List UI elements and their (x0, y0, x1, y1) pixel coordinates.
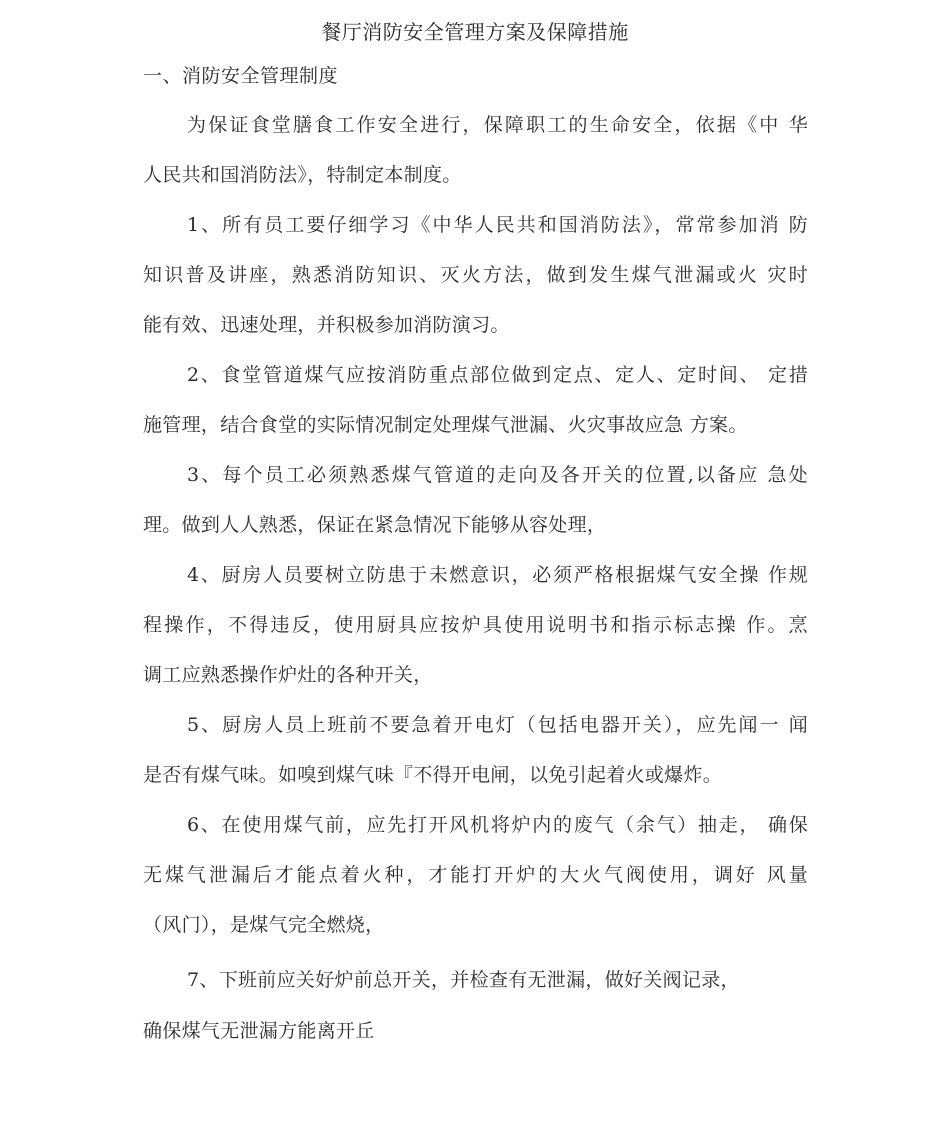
paragraph-line: 理。做到人人熟悉，保证在紧急情况下能够从容处理， (143, 514, 607, 536)
paragraph-line: 无煤气泄漏后才能点着火种，才能打开炉的大火气阀使用，调好 风量 (143, 864, 808, 886)
paragraph-line: 程操作，不得违反，使用厨具应按炉具使用说明书和指示标志操 作。烹 (143, 614, 808, 636)
paragraph-line: 2、食堂管道煤气应按消防重点部位做到定点、定人、定时间、 定措 (187, 364, 808, 386)
paragraph-line: 调工应熟悉操作炉灶的各种开关， (143, 664, 433, 686)
paragraph-line: 6、在使用煤气前，应先打开风机将炉内的废气（余气）抽走， 确保 (187, 814, 808, 836)
paragraph-line: 3、每个员工必须熟悉煤气管道的走向及各开关的位置,以备应 急处 (187, 464, 808, 486)
paragraph-line: 施管理，结合食堂的实际情况制定处理煤气泄漏、火灾事故应急 方案。 (143, 414, 748, 436)
paragraph-line: 人民共和国消防法》，特制定本制度。 (143, 164, 462, 186)
paragraph-line: 7、下班前应关好炉前总开关，并检查有无泄漏，做好关阀记录， (187, 969, 740, 991)
paragraph-line: 为保证食堂膳食工作安全进行，保障职工的生命安全，依据《中 华 (187, 114, 808, 136)
paragraph-line: 5、厨房人员上班前不要急着开电灯（包括电器开关），应先闻一 闻 (187, 714, 808, 736)
paragraph-line: 4、厨房人员要树立防患于未燃意识，必须严格根据煤气安全操 作规 (187, 564, 808, 586)
paragraph-line: 知识普及讲座，熟悉消防知识、灭火方法，做到发生煤气泄漏或火 灾时 (143, 264, 808, 286)
paragraph-line: 1、所有员工要仔细学习《中华人民共和国消防法》，常常参加消 防 (187, 214, 808, 236)
section-heading: 一、消防安全管理制度 (143, 65, 339, 87)
paragraph-line: 是否有煤气味。如嗅到煤气味『不得开电闸，以免引起着火或爆炸。 (143, 764, 723, 786)
paragraph-line: 能有效、迅速处理，并积极参加消防演习。 (143, 314, 510, 336)
paragraph-line: 确保煤气无泄漏方能离开丘 (143, 1020, 375, 1042)
document-title: 餐厅消防安全管理方案及保障措施 (321, 20, 629, 44)
paragraph-line: （风门），是煤气完全燃烧， (143, 914, 385, 936)
